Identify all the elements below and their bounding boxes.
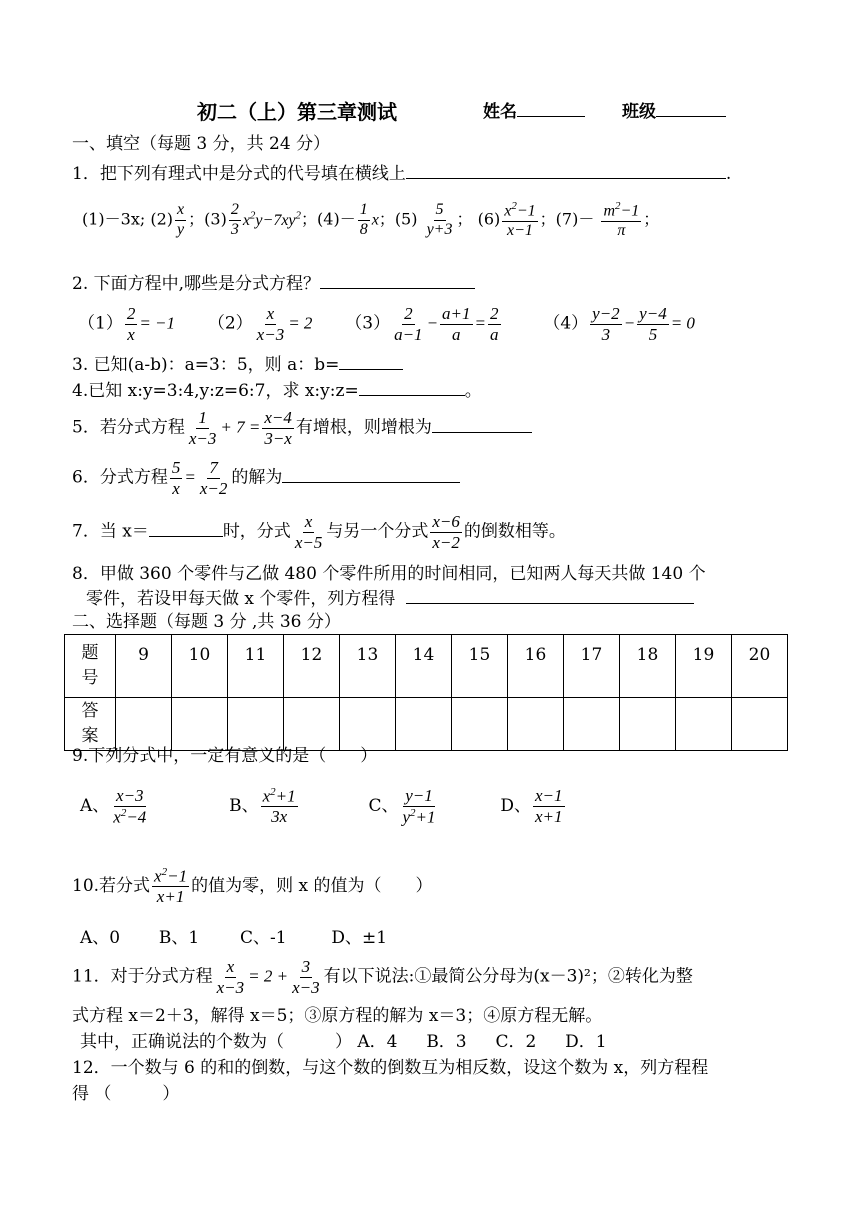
- table-header-cell: 13: [340, 635, 396, 698]
- table-header-cell: 10: [172, 635, 228, 698]
- answer-cell[interactable]: [732, 698, 788, 751]
- q5-post: 有增根，则增根为: [295, 417, 432, 438]
- q10-option-d[interactable]: D、±1: [331, 928, 388, 948]
- q9-option-d-label: D、: [500, 795, 531, 816]
- q2-equations: （1） $\frac{2}{x}$ = −1 （2） $\frac{x}{x-3}$ = 2 （3） $\frac{2}{a-1}$ − $\frac{a+1}{a}$ = $\frac{2}{a}$ （4） $\frac{y-2}{3}$ − $\frac{y-4}{5}$ = 0: [78, 304, 695, 344]
- name-label: 姓名: [483, 102, 517, 122]
- q4-end: 。: [464, 381, 482, 401]
- answer-cell[interactable]: [396, 698, 452, 751]
- table-header-cell: 18: [620, 635, 676, 698]
- q9-option-b-fraction: $\frac{x^2+1}{3x}$: [262, 786, 296, 827]
- table-header-cell: 11: [228, 635, 284, 698]
- answer-cell[interactable]: [228, 698, 284, 751]
- q9-option-a-fraction: $\frac{x-3}{x^2-4}$: [113, 786, 147, 827]
- q3-answer-blank[interactable]: [339, 369, 403, 370]
- q2-eq4-label: （4）: [543, 313, 589, 334]
- class-label: 班级: [622, 102, 656, 122]
- answer-table: [64, 634, 788, 751]
- q1-answer-blank[interactable]: [406, 178, 726, 179]
- answer-cell[interactable]: [620, 698, 676, 751]
- q2-text: 2. 下面方程中,哪些是分式方程？: [72, 274, 321, 294]
- q1-sep: ；: [456, 209, 473, 229]
- table-header-cell: 16: [508, 635, 564, 698]
- table-header-cell: 12: [284, 635, 340, 698]
- class-field[interactable]: [622, 104, 726, 121]
- q8-line2-text: 零件，若设甲每天做 x 个零件，列方程得: [86, 589, 396, 609]
- q1-item-7-label: ；(7)－: [539, 209, 595, 229]
- q11-post: 有以下说法:①最简公分母为(x－3)²；②转化为整: [323, 966, 693, 987]
- q9-option-c-label: C、: [368, 795, 399, 816]
- question-11-line-3: [80, 1034, 607, 1051]
- q2-answer-blank[interactable]: [320, 288, 475, 289]
- question-12-line-2: 得 （ ）: [72, 1084, 180, 1104]
- q1-item-4-label: ；(4)－: [301, 209, 356, 229]
- q5-answer-blank[interactable]: [432, 432, 532, 433]
- q7-post: 的倒数相等。: [463, 521, 566, 542]
- q10-option-c[interactable]: C、-1: [240, 928, 287, 948]
- q10-option-a[interactable]: A、0: [80, 928, 121, 948]
- answer-cell[interactable]: [564, 698, 620, 751]
- q9-options: [80, 786, 567, 827]
- q1-item-2-fraction: $\frac{x}{y}$: [177, 201, 185, 238]
- q10-post: 的值为零，则 x 的值为（ ）: [191, 875, 433, 896]
- table-label-answer: 答 案: [65, 698, 116, 751]
- q11-line3-text: 其中，正确说法的个数为（ ）: [80, 1032, 352, 1052]
- question-11-line-2: 式方程 x＝2＋3，解得 x＝5；③原方程的解为 x＝3；④原方程无解。: [72, 1006, 603, 1026]
- table-header-cell: 20: [732, 635, 788, 698]
- answer-cell[interactable]: [340, 698, 396, 751]
- q1-item-3-label: ；(3): [188, 209, 227, 229]
- q11-option-d[interactable]: D．1: [565, 1032, 607, 1052]
- table-header-cell: 9: [116, 635, 172, 698]
- q1-item-3-fraction: $\frac{2}{3}$: [230, 201, 239, 238]
- q8-answer-blank[interactable]: [406, 603, 694, 604]
- answer-cell[interactable]: [452, 698, 508, 751]
- table-label-question-no: 题 号: [65, 635, 116, 698]
- table-header-cell: 14: [396, 635, 452, 698]
- q4-text: 4.已知 x:y=3:4,y:z=6:7，求 x:y:z=: [72, 381, 359, 401]
- q1-item-4-fraction: $\frac{1}{8}$: [359, 201, 368, 238]
- question-10: 10.若分式 $\frac{x^2-1}{x+1}$ 的值为零，则 x 的值为（ ）: [72, 866, 433, 907]
- q1-end: .: [725, 164, 732, 184]
- q9-option-c-fraction: $\frac{y-1}{y^2+1}$: [402, 786, 436, 827]
- q1-item-1: (1)－3x;: [82, 209, 146, 229]
- question-11: 11．对于分式方程 $\frac{x}{x-3}$ = 2 + $\frac{3}{x-3}$ 有以下说法:①最简公分母为(x－3)²；②转化为整: [72, 957, 693, 997]
- question-9: 9.下列分式中，一定有意义的是（ ）: [72, 746, 378, 766]
- q5-pre: 5．若分式方程: [72, 417, 185, 438]
- answer-cell[interactable]: [116, 698, 172, 751]
- q1-item-6-label: (6): [477, 209, 501, 229]
- question-12-line-1: 12．一个数与 6 的和的倒数，与这个数的倒数互为相反数，设这个数为 x，列方程程: [72, 1058, 709, 1078]
- q7-mid: 时，分式: [222, 521, 291, 542]
- q1-item-5-label: ；(5): [378, 209, 418, 229]
- question-2: [72, 276, 475, 293]
- q9-option-a-label: A、: [80, 795, 110, 816]
- name-field[interactable]: [483, 104, 585, 121]
- q9-option-b-label: B、: [229, 795, 259, 816]
- question-4: [72, 383, 482, 400]
- q11-option-c[interactable]: C．2: [495, 1032, 537, 1052]
- page-title: 初二（上）第三章测试: [197, 100, 397, 124]
- q1-item-6-fraction: $\frac{x^2-1}{x-1}$: [504, 200, 536, 239]
- q1-item-7-fraction: $\frac{m^2-1}{\pi}$: [603, 200, 640, 239]
- q11-option-b[interactable]: B．3: [426, 1032, 467, 1052]
- answer-cell[interactable]: [284, 698, 340, 751]
- q7-answer-blank[interactable]: [149, 536, 223, 537]
- q10-option-b[interactable]: B、1: [158, 928, 200, 948]
- q3-text: 3. 已知(a-b)：a=3：5，则 a：b=: [72, 355, 340, 375]
- q7-mid2: 与另一个分式: [326, 521, 429, 542]
- answer-cell[interactable]: [676, 698, 732, 751]
- q10-pre: 10.若分式: [72, 875, 151, 896]
- question-8-line-1: 8．甲做 360 个零件与乙做 480 个零件所用的时间相同，已知两人每天共做 140 个: [72, 564, 706, 584]
- table-header-cell: 15: [452, 635, 508, 698]
- q1-item-5-fraction: $\frac{5}{y+3}$: [426, 201, 453, 238]
- q6-post: 的解为: [231, 467, 283, 488]
- section-1-heading: 一、填空（每题 3 分，共 24 分）: [72, 134, 331, 154]
- q1-item-2-label: (2): [150, 209, 174, 229]
- table-header-cell: 19: [676, 635, 732, 698]
- question-6: 6．分式方程 $\frac{5}{x}$ = $\frac{7}{x-2}$ 的解为: [72, 458, 460, 498]
- table-header-cell: 17: [564, 635, 620, 698]
- q6-answer-blank[interactable]: [282, 482, 460, 483]
- q4-answer-blank[interactable]: [359, 395, 465, 396]
- q7-pre: 7．当 x＝: [72, 521, 149, 542]
- section-2-heading: 二、选择题（每题 3 分 ,共 36 分）: [72, 612, 341, 632]
- q1-items: (1)－3x; (2) $\frac{x}{y}$ ；(3) $\frac{2}{3}$ $x^2y-7xy^2$；(4)－ $\frac{1}{8}$ x；(5) $\frac{5}{y+3}$ ； (6) $\frac{x^2-1}{x-1}$ ；(7)－ $\frac{m^2-1}{\pi}$ ；: [82, 200, 660, 239]
- answer-cell[interactable]: [508, 698, 564, 751]
- q2-eq1-label: （1）: [78, 313, 123, 334]
- q9-option-d-fraction: $\frac{x-1}{x+1}$: [534, 786, 563, 826]
- q1-text: 1．把下列有理式中是分式的代号填在横线上: [72, 164, 406, 184]
- question-1: [72, 166, 731, 183]
- q10-options: [80, 930, 387, 947]
- answer-cell[interactable]: [172, 698, 228, 751]
- q2-eq3-label: （3）: [345, 313, 391, 334]
- q11-pre: 11．对于分式方程: [72, 966, 213, 987]
- q11-option-a[interactable]: A．4: [357, 1032, 398, 1052]
- question-8-line-2: [86, 591, 694, 608]
- question-3: [72, 357, 403, 374]
- q1-end-sep: ；: [643, 209, 660, 229]
- q6-pre: 6．分式方程: [72, 467, 168, 488]
- question-7: 7．当 x＝ 时，分式 $\frac{x}{x-5}$ 与另一个分式 $\frac{x-6}{x-2}$ 的倒数相等。: [72, 512, 566, 552]
- q2-eq2-label: （2）: [207, 313, 253, 334]
- question-5: 5．若分式方程 $\frac{1}{x-3}$ + 7 = $\frac{x-4}{3-x}$ 有增根，则增根为: [72, 408, 532, 448]
